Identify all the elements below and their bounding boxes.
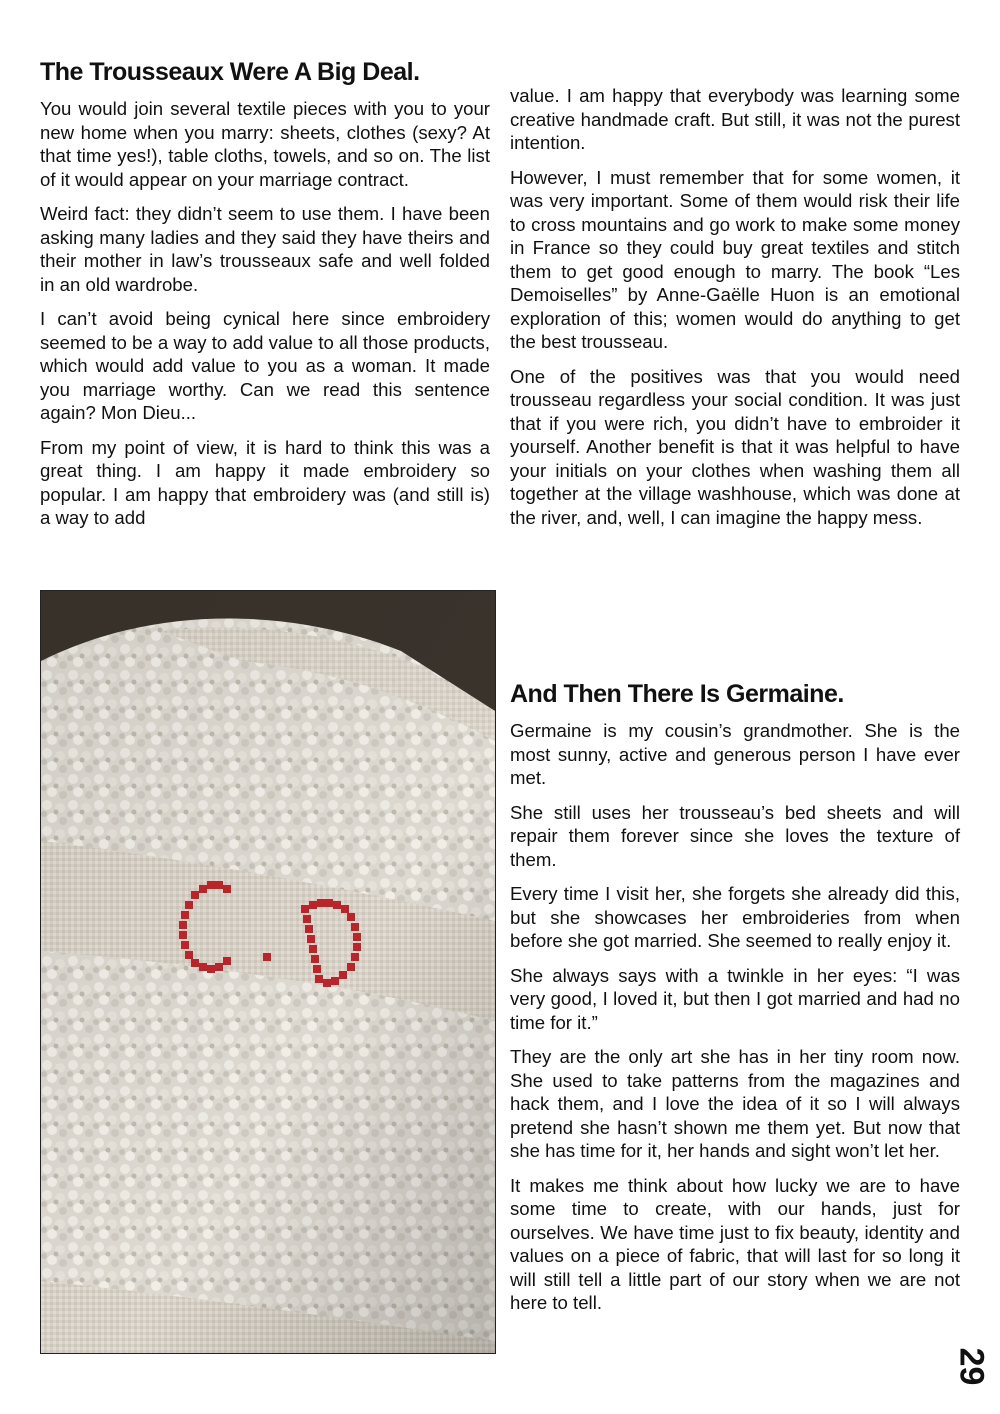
paragraph: It makes me think about how lucky we are to have some time to create, with our hands, just for ourselves. We have time just to fix beauty, identity and values on a piece of fabric, that will last for so long it will still tell a little part of our story when we are not here to tell.	[510, 1174, 960, 1313]
paragraph: One of the positives was that you would need trousseau regardless your social condition. It was just that if you were rich, you didn’t have to embroider it yourself. Another benefit is that it was helpful to have your initials on your clothes when washing them all together at the village washhouse, which was done at the river, and, well, I can imagine the happy mess.	[510, 365, 960, 528]
right-column-top	[510, 84, 960, 540]
right-column-bottom	[510, 680, 960, 1326]
left-column	[40, 58, 490, 541]
paragraph-continued: From my point of view, it is hard to think this was a great thing. I am happy it made embroidery so popular. I am happy that embroidery was (and still is) a way to add	[40, 436, 490, 528]
paragraph: She always says with a twinkle in her eyes: “I was very good, I loved it, but then I got married and had no time for it.”	[510, 964, 960, 1033]
paragraph: Germaine is my cousin’s grandmother. She is the most sunny, active and generous person I have ever met.	[510, 720, 960, 788]
embroidered-towel-photo	[40, 590, 496, 1354]
paragraph: Weird fact: they didn’t seem to use them. I have been asking many ladies and they said they have theirs and their mother in law’s trousseaux safe and well folded in an old wardrobe.	[40, 203, 490, 295]
paragraph-continuation: value. I am happy that everybody was learning some creative handmade craft. But still, it was not the purest intention.	[510, 85, 960, 153]
paragraph: Every time I visit her, she forgets she already did this, but she showcases her embroideries from when before she got married. She seemed to really enjoy it.	[510, 883, 960, 951]
paragraph: However, I must remember that for some women, it was very important. Some of them would risk their life to cross mountains and go work to make some money in France so they could buy great textiles and stitch them to get good enough to marry. The book “Les Demoiselles” by Anne-Gaëlle Huon is an emotional exploration of this; women would do anything to get the best trousseau.	[510, 166, 960, 352]
paragraph: They are the only art she has in her tiny room now. She used to take patterns from the magazines and hack them, and I love the idea of it so I will always pretend she hasn’t shown me them yet. But now that she has time for it, her hands and sight won’t let her.	[510, 1046, 960, 1161]
paragraph: She still uses her trousseau’s bed sheets and will repair them forever since she loves the texture of them.	[510, 801, 960, 870]
section-heading-trousseaux: The Trousseaux Were A Big Deal.	[40, 58, 420, 86]
paragraph: I can’t avoid being cynical here since embroidery seemed to be a way to add value to all those products, which would add value to you as a woman. It made you marriage worthy. Can we read this sentence again? Mon Dieu...	[40, 308, 490, 423]
section-heading-germaine: And Then There Is Germaine.	[510, 680, 844, 708]
paragraph: You would join several textile pieces with you to your new home when you marry: sheets, clothes (sexy? At that time yes!), table cloths, towels, and so on. The list of it would appear on your marriage contract.	[40, 98, 490, 190]
page-number: 29	[952, 1347, 991, 1386]
